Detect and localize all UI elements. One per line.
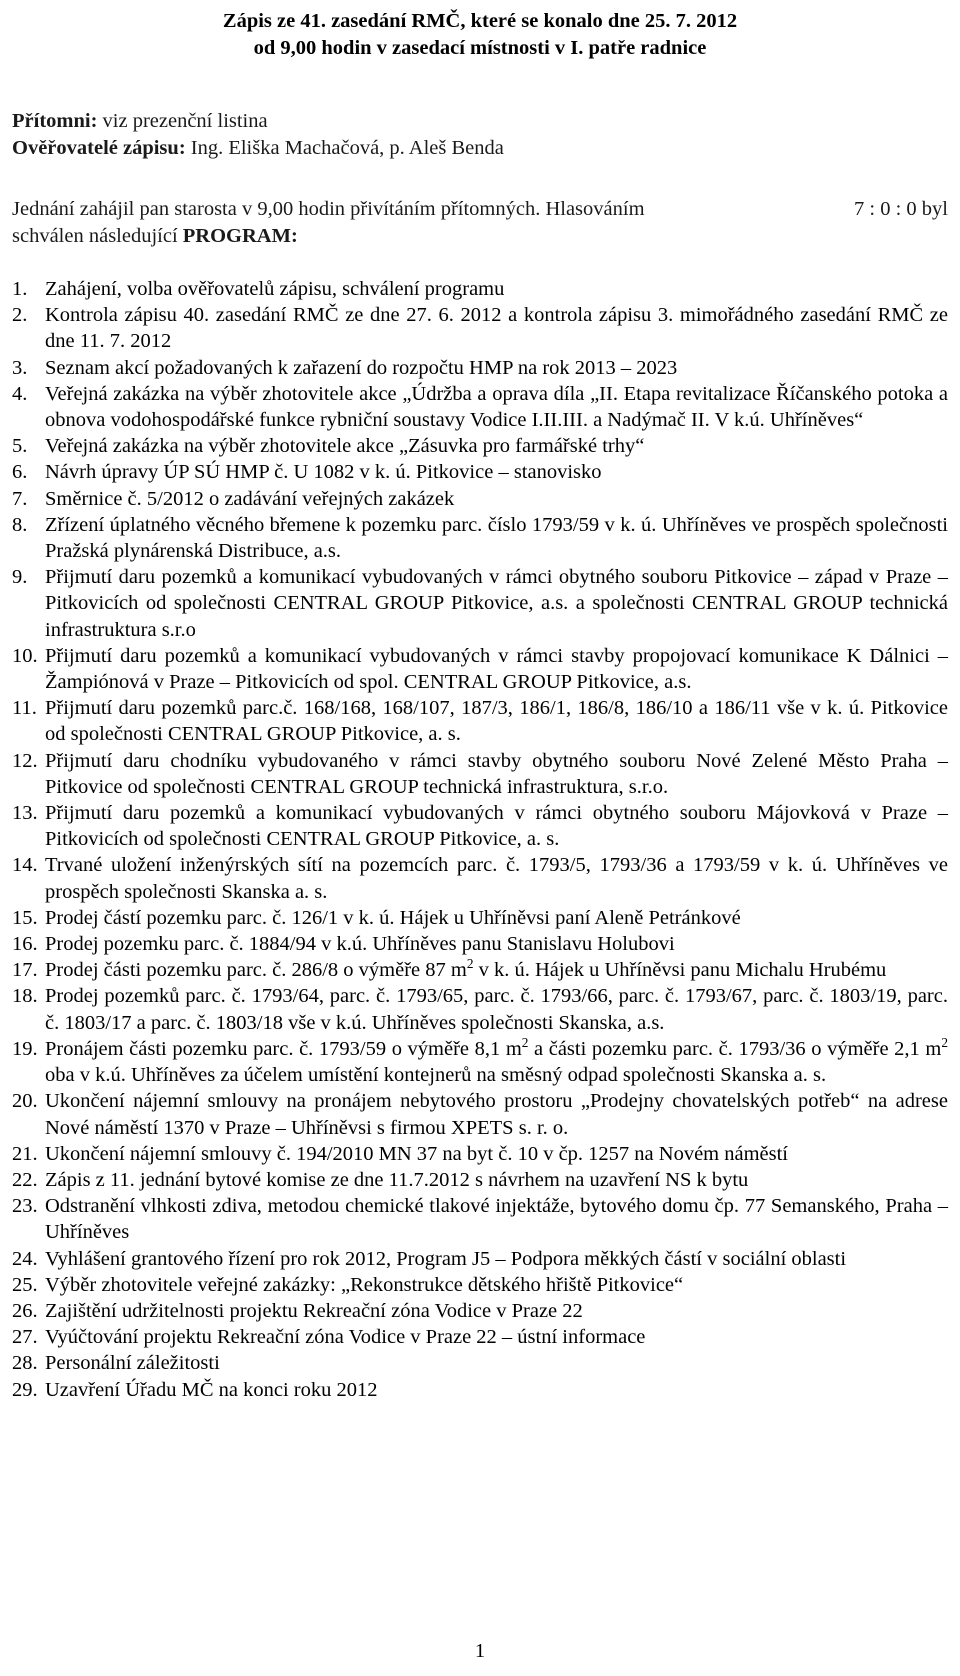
intro-line-1 [12, 196, 948, 223]
program-item-text: Přijmutí daru pozemků a komunikací vybudovaných v rámci stavby propojovací komunikace K Dálnici – Žampiónová v Praze – Pitkovicích od spol. CENTRAL GROUP Pitkovice, a.s. [45, 644, 948, 694]
program-item [12, 1298, 948, 1324]
program-item-text: Trvané uložení inženýrských sítí na pozemcích parc. č. 1793/5, 1793/36 a 1793/59 v k. ú. Uhříněves ve prospěch společnosti Skanska a. s. [45, 854, 948, 903]
program-item-text: Odstranění vlhkosti zdiva, metodou chemické tlakové injektáže, bytového domu čp. 77 Semanského, Praha – Uhříněves [45, 1195, 948, 1244]
present-line [12, 108, 268, 135]
program-item [12, 302, 948, 354]
program-item-text: Veřejná zakázka na výběr zhotovitele akce „Údržba a oprava díla „II. Etapa revitalizace Říčanského potoka a obnova vodohospodářské funkce rybniční soustavy Vodice I.II.III. a Nadýmač II. V k.ú. Uhříněves“ [45, 382, 948, 432]
program-item-text: Výběr zhotovitele veřejné zakázky: „Rekonstrukce dětského hřiště Pitkovice“ [45, 1273, 684, 1296]
program-item-text: Ukončení nájemní smlouvy na pronájem nebytového prostoru „Prodejny chovatelských potřeb“ na adrese Nové náměstí 1370 v Praze – Uhříněvsi s firmou XPETS s. r. o. [45, 1090, 948, 1139]
program-item-number: 23. [12, 1195, 38, 1218]
program-item-text: Ukončení nájemní smlouvy č. 194/2010 MN 37 na byt č. 10 v čp. 1257 na Novém náměstí [45, 1142, 789, 1165]
intro-text: Jednání zahájil pan starosta v 9,00 hodin přivítáním přítomných. Hlasováním [12, 198, 645, 220]
program-item-text: Pronájem části pozemku parc. č. 1793/59 o výměře 8,1 $m^2$ a části pozemku parc. č. 1793/36 o výměře 2,1 $m^2$ oba v k.ú. Uhříněves za účelem umístění kontejnerů na směsný odpad společnosti Skanska a. s. [45, 1035, 948, 1087]
program-item-text: Přijmutí daru pozemků a komunikací vybudovaných v rámci obytného souboru Pitkovice – západ v Praze – Pitkovicích od společnosti CENTRAL GROUP Pitkovice, a.s. a společnosti CENTRAL GROUP technická infrastruktura s.r.o [45, 566, 948, 641]
program-item-number: 10. [12, 644, 38, 667]
page-number: 1 [474, 1640, 486, 1662]
program-item [12, 643, 948, 695]
program-item-number: 3. [12, 356, 28, 379]
program-item-number: 7. [12, 487, 28, 510]
verifiers-value: Ing. Eliška Machačová, p. Aleš Benda [190, 137, 504, 159]
program-item [12, 564, 948, 643]
program-item-number: 1. [12, 278, 28, 300]
program-item-number: 17. [12, 959, 38, 982]
program-item-number: 26. [12, 1299, 38, 1322]
program-item [12, 1141, 948, 1167]
program-item [12, 800, 948, 852]
present-label: Přítomni: [12, 110, 98, 132]
program-item [12, 486, 948, 512]
intro-line-2 [12, 223, 298, 250]
program-item [12, 381, 948, 433]
program-item [12, 983, 948, 1035]
program-item-text: Prodej pozemku parc. č. 1884/94 v k.ú. Uhříněves panu Stanislavu Holubovi [45, 933, 675, 956]
program-list [12, 276, 948, 1403]
program-item [12, 355, 948, 381]
program-item-number: 4. [12, 382, 28, 405]
program-item-number: 14. [12, 854, 38, 877]
program-item-number: 9. [12, 566, 28, 589]
program-item [12, 1324, 948, 1350]
verifiers-line [12, 135, 504, 162]
program-item-number: 27. [12, 1326, 38, 1349]
program-item [12, 1088, 948, 1140]
present-value: viz prezenční listina [102, 110, 268, 132]
intro-text-2: schválen následující [12, 225, 178, 247]
program-item [12, 1193, 948, 1245]
program-item-text: Vyhlášení grantového řízení pro rok 2012, Program J5 – Podpora měkkých částí v sociální oblasti [45, 1247, 847, 1270]
program-item-number: 2. [12, 304, 28, 327]
program-item-number: 22. [12, 1168, 38, 1191]
program-item-number: 19. [12, 1037, 38, 1060]
program-item [12, 433, 948, 459]
program-item-number: 6. [12, 461, 28, 484]
program-item-text: Zápis z 11. jednání bytové komise ze dne 11.7.2012 s návrhem na uzavření NS k bytu [45, 1168, 749, 1191]
program-item-text: Přijmutí daru pozemků a komunikací vybudovaných v rámci obytného souboru Májovková v Praze – Pitkovicích od společnosti CENTRAL GROUP Pitkovice, a. s. [45, 802, 948, 851]
program-item-number: 21. [12, 1142, 38, 1165]
program-item-text: Prodej částí pozemku parc. č. 126/1 v k. ú. Hájek u Uhříněvsi paní Aleně Petránkové [45, 906, 741, 929]
program-item [12, 905, 948, 931]
program-item-text: Směrnice č. 5/2012 o zadávání veřejných zakázek [45, 487, 455, 510]
program-item [12, 1246, 948, 1272]
program-item-text: Kontrola zápisu 40. zasedání RMČ ze dne 27. 6. 2012 a kontrola zápisu 3. mimořádného zasedání RMČ ze dne 11. 7. 2012 [45, 304, 948, 353]
program-item [12, 1036, 948, 1088]
program-item-text: Přijmutí daru pozemků parc.č. 168/168, 168/107, 187/3, 186/1, 186/8, 186/10 a 186/11 vše v k. ú. Pitkovice od společnosti CENTRAL GROUP Pitkovice, a. s. [45, 697, 948, 746]
program-item [12, 748, 948, 800]
program-item-text: Zajištění udržitelnosti projektu Rekreační zóna Vodice v Praze 22 [45, 1299, 583, 1322]
program-item-text: Zahájení, volba ověřovatelů zápisu, schválení programu [45, 278, 505, 300]
program-item-number: 8. [12, 513, 28, 536]
program-item [12, 1272, 948, 1298]
verifiers-label: Ověřovatelé zápisu: [12, 137, 186, 159]
program-item [12, 852, 948, 904]
program-item-number: 18. [12, 985, 38, 1008]
program-item-number: 20. [12, 1090, 38, 1113]
program-item [12, 1377, 948, 1403]
program-item [12, 695, 948, 747]
program-item-text: Prodej části pozemku parc. č. 286/8 o výměře 87 $m^2$ v k. ú. Hájek u Uhříněvsi panu Michalu Hrubému [45, 956, 887, 982]
program-item-text: Prodej pozemků parc. č. 1793/64, parc. č. 1793/65, parc. č. 1793/66, parc. č. 1793/67, parc. č. 1803/19, parc. č. 1803/17 a parc. č. 1803/18 vše v k.ú. Uhříněves společnosti Skanska, a.s. [45, 985, 948, 1034]
document-title-line-2: od 9,00 hodin v zasedací místnosti v I. patře radnice [253, 37, 707, 59]
program-item-text: Personální záležitosti [45, 1352, 220, 1375]
program-item-number: 13. [12, 802, 38, 825]
program-item-number: 29. [12, 1378, 38, 1401]
program-item-number: 11. [12, 697, 37, 720]
program-item-number: 5. [12, 435, 28, 458]
program-item-text: Veřejná zakázka na výběr zhotovitele akce „Zásuvka pro farmářské trhy“ [45, 435, 645, 458]
program-item-number: 16. [12, 933, 38, 956]
program-item-text: Uzavření Úřadu MČ na konci roku 2012 [45, 1378, 378, 1401]
program-item-number: 15. [12, 906, 38, 929]
program-item-text: Zřízení úplatného věcného břemene k pozemku parc. číslo 1793/59 v k. ú. Uhříněves ve prospěch společnosti Pražská plynárenská Distribuce, a.s. [45, 513, 948, 563]
program-item-number: 12. [12, 749, 38, 772]
program-item [12, 459, 948, 485]
program-item-text: Seznam akcí požadovaných k zařazení do rozpočtu HMP na rok 2013 – 2023 [45, 356, 678, 379]
program-item [12, 931, 948, 957]
program-item [12, 957, 948, 983]
program-item-number: 24. [12, 1247, 38, 1270]
program-item [12, 1167, 948, 1193]
program-item [12, 276, 948, 302]
program-item [12, 512, 948, 564]
document-title-line-1: Zápis ze 41. zasedání RMČ, které se konalo dne 25. 7. 2012 [222, 10, 738, 32]
vote-result: 7 : 0 : 0 byl [854, 198, 948, 220]
program-item-number: 25. [12, 1273, 38, 1296]
program-heading: PROGRAM: [182, 225, 298, 247]
program-item-number: 28. [12, 1352, 38, 1375]
program-item-text: Návrh úpravy ÚP SÚ HMP č. U 1082 v k. ú. Pitkovice – stanovisko [45, 461, 602, 484]
program-item-text: Vyúčtování projektu Rekreační zóna Vodice v Praze 22 – ústní informace [45, 1326, 646, 1349]
program-item-text: Přijmutí daru chodníku vybudovaného v rámci stavby obytného souboru Nové Zelené Město Praha – Pitkovice od společnosti CENTRAL GROUP technická infrastruktura, s.r.o. [45, 749, 948, 798]
program-item [12, 1350, 948, 1376]
